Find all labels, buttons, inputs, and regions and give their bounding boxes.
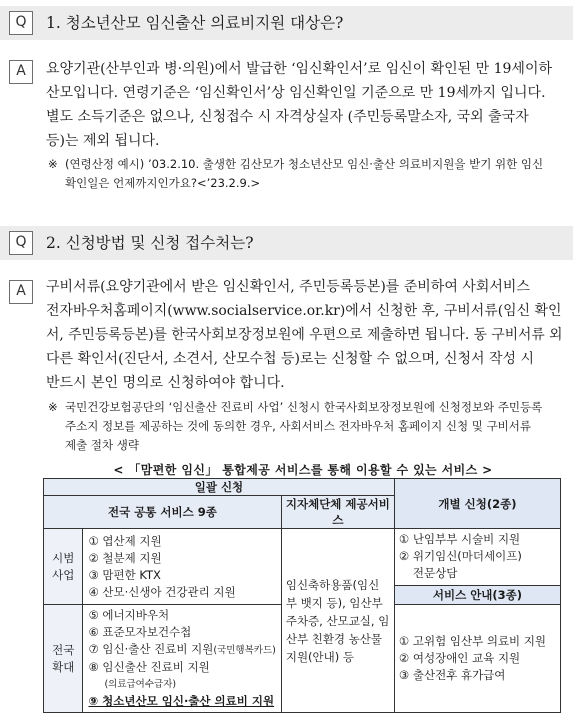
row-label-text: 확대	[52, 659, 75, 674]
list-item: ⑥ 표준모자보건수첩	[88, 625, 192, 639]
header-individual-apply: 개별 신청(2종)	[394, 479, 560, 529]
answer-2-line: 다른 확인서(진단서, 소견서, 산모수첩 등)로는 신청할 수 없으며, 신청서 작성 시	[46, 351, 535, 367]
list-item: ④ 산모·신생아 건강관리 지원	[88, 584, 236, 599]
answer-1-line: 산모입니다. 연령기준은 ‘임신확인서’상 임신확인일 기준으로 만 19세까지 입니다.	[46, 85, 546, 101]
row-label-text: 전국	[52, 642, 75, 657]
list-item: ② 여성장애인 교육 지원	[398, 651, 521, 665]
list-item-suffix: (국민행복카드)	[213, 645, 276, 656]
service-table	[43, 478, 561, 713]
list-item: ⑨ 청소년산모 임신·출산 의료비 지원	[88, 694, 275, 708]
header-bulk-apply: 일괄 신청	[44, 479, 395, 496]
answer-2-line: 서, 주민등록등본)를 한국사회보장정보원에 우편으로 제출하면 됩니다. 동 구비서류 외	[46, 327, 563, 343]
row-label-national	[44, 605, 83, 713]
answer-2-line: 반드시 본인 명의로 신청하여야 합니다.	[46, 375, 285, 391]
answer-2-line: 구비서류(요양기관에서 받은 임신확인서, 주민등록등본)를 준비하여 사회서비스	[46, 279, 530, 295]
answer-1-line: 별도 소득기준은 없으나, 신청접수 시 자격상실자 (주민등록말소자, 국외 출국자	[46, 109, 529, 125]
row-label-pilot	[44, 529, 83, 605]
list-item: ② 철분제 지원	[88, 550, 162, 565]
note-line: 제출 절차 생략	[65, 438, 139, 452]
question-1-title: 1. 청소년산모 임신출산 의료비지원 대상은?	[46, 14, 344, 32]
list-item: ① 고위험 임산부 의료비 지원	[398, 634, 547, 648]
answer-badge: A	[9, 280, 33, 304]
answer-1-note	[48, 155, 563, 193]
answer-1-line: 요양기관(산부인과 병·의원)에서 발급한 ‘임신확인서’로 임신이 확인된 만 19세이하	[46, 61, 553, 77]
question-1-bar	[0, 6, 573, 40]
answer-badge: A	[9, 60, 33, 84]
answer-1-line: 등)는 제외 됩니다.	[46, 133, 160, 149]
note-line: 주소지 정보를 제공하는 것에 동의한 경우, 사회서비스 전자바우처 홈페이지 신청 및 구비서류	[65, 419, 532, 433]
answer-2-text	[46, 275, 562, 395]
list-item: 전문상담	[412, 566, 458, 580]
list-item: ③ 맘편한 KTX	[88, 567, 161, 582]
header-common-services: 전국 공통 서비스 9종	[44, 496, 282, 529]
header-service-guide: 서비스 안내(3종)	[395, 585, 560, 604]
question-2-title: 2. 신청방법 및 신청 접수처는?	[46, 234, 254, 252]
national-items	[83, 605, 281, 713]
guide-items	[394, 605, 560, 713]
note-line: 국민건강보험공단의 ‘임신출산 진료비 사업’ 신청시 한국사회보장정보원에 신청정보와 주민등록	[65, 400, 543, 414]
list-item: ⑤ 에너지바우처	[88, 608, 170, 622]
list-item: ⑧ 임신출산 진료비 지원	[88, 660, 210, 674]
note-line: 확인일은 언제까지인가요?<’23.2.9.>	[65, 176, 261, 190]
header-local-services: 지자체단체 제공서비스	[281, 496, 394, 529]
answer-2-note	[48, 398, 563, 455]
answer-2-line: 전자바우처홈페이지(www.socialservice.or.kr)에서 신청한 후, 구비서류(임신 확인	[46, 303, 562, 319]
list-item-text: ⑦ 임신·출산 진료비 지원	[88, 642, 214, 656]
note-line: (연령산정 예시) ’03.2.10. 출생한 김산모가 청소년산모 임신·출산 의료비지원을 받기 위한 임신	[65, 157, 544, 171]
list-item: ① 엽산제 지원	[88, 533, 162, 548]
row-label-text: 사업	[52, 567, 75, 582]
question-badge: Q	[9, 231, 33, 255]
question-badge: Q	[9, 11, 33, 35]
note-mark: ※	[48, 400, 58, 414]
list-item: ② 위기임신(마더세이프)	[398, 549, 522, 563]
answer-1-text	[46, 57, 562, 153]
question-2-bar	[0, 226, 573, 260]
local-services-cell: 임신축하용품(임신부 뱃지 등), 임산부 주차증, 산모교실, 임산부 친환경 농산물 지원(안내) 등	[281, 529, 394, 713]
list-item	[88, 641, 275, 659]
list-item: (의료급여수급자)	[104, 679, 177, 690]
list-item: ① 난임부부 시술비 지원	[398, 532, 521, 546]
row-label-text: 시범	[52, 550, 75, 565]
table-caption: < 「맘편한 임신」 통합제공 서비스를 통해 이용할 수 있는 서비스 >	[113, 463, 493, 477]
list-item: ③ 출산전후 휴가급여	[398, 668, 506, 682]
pilot-items	[83, 529, 281, 605]
individual-items	[394, 529, 560, 605]
note-mark: ※	[48, 157, 58, 171]
